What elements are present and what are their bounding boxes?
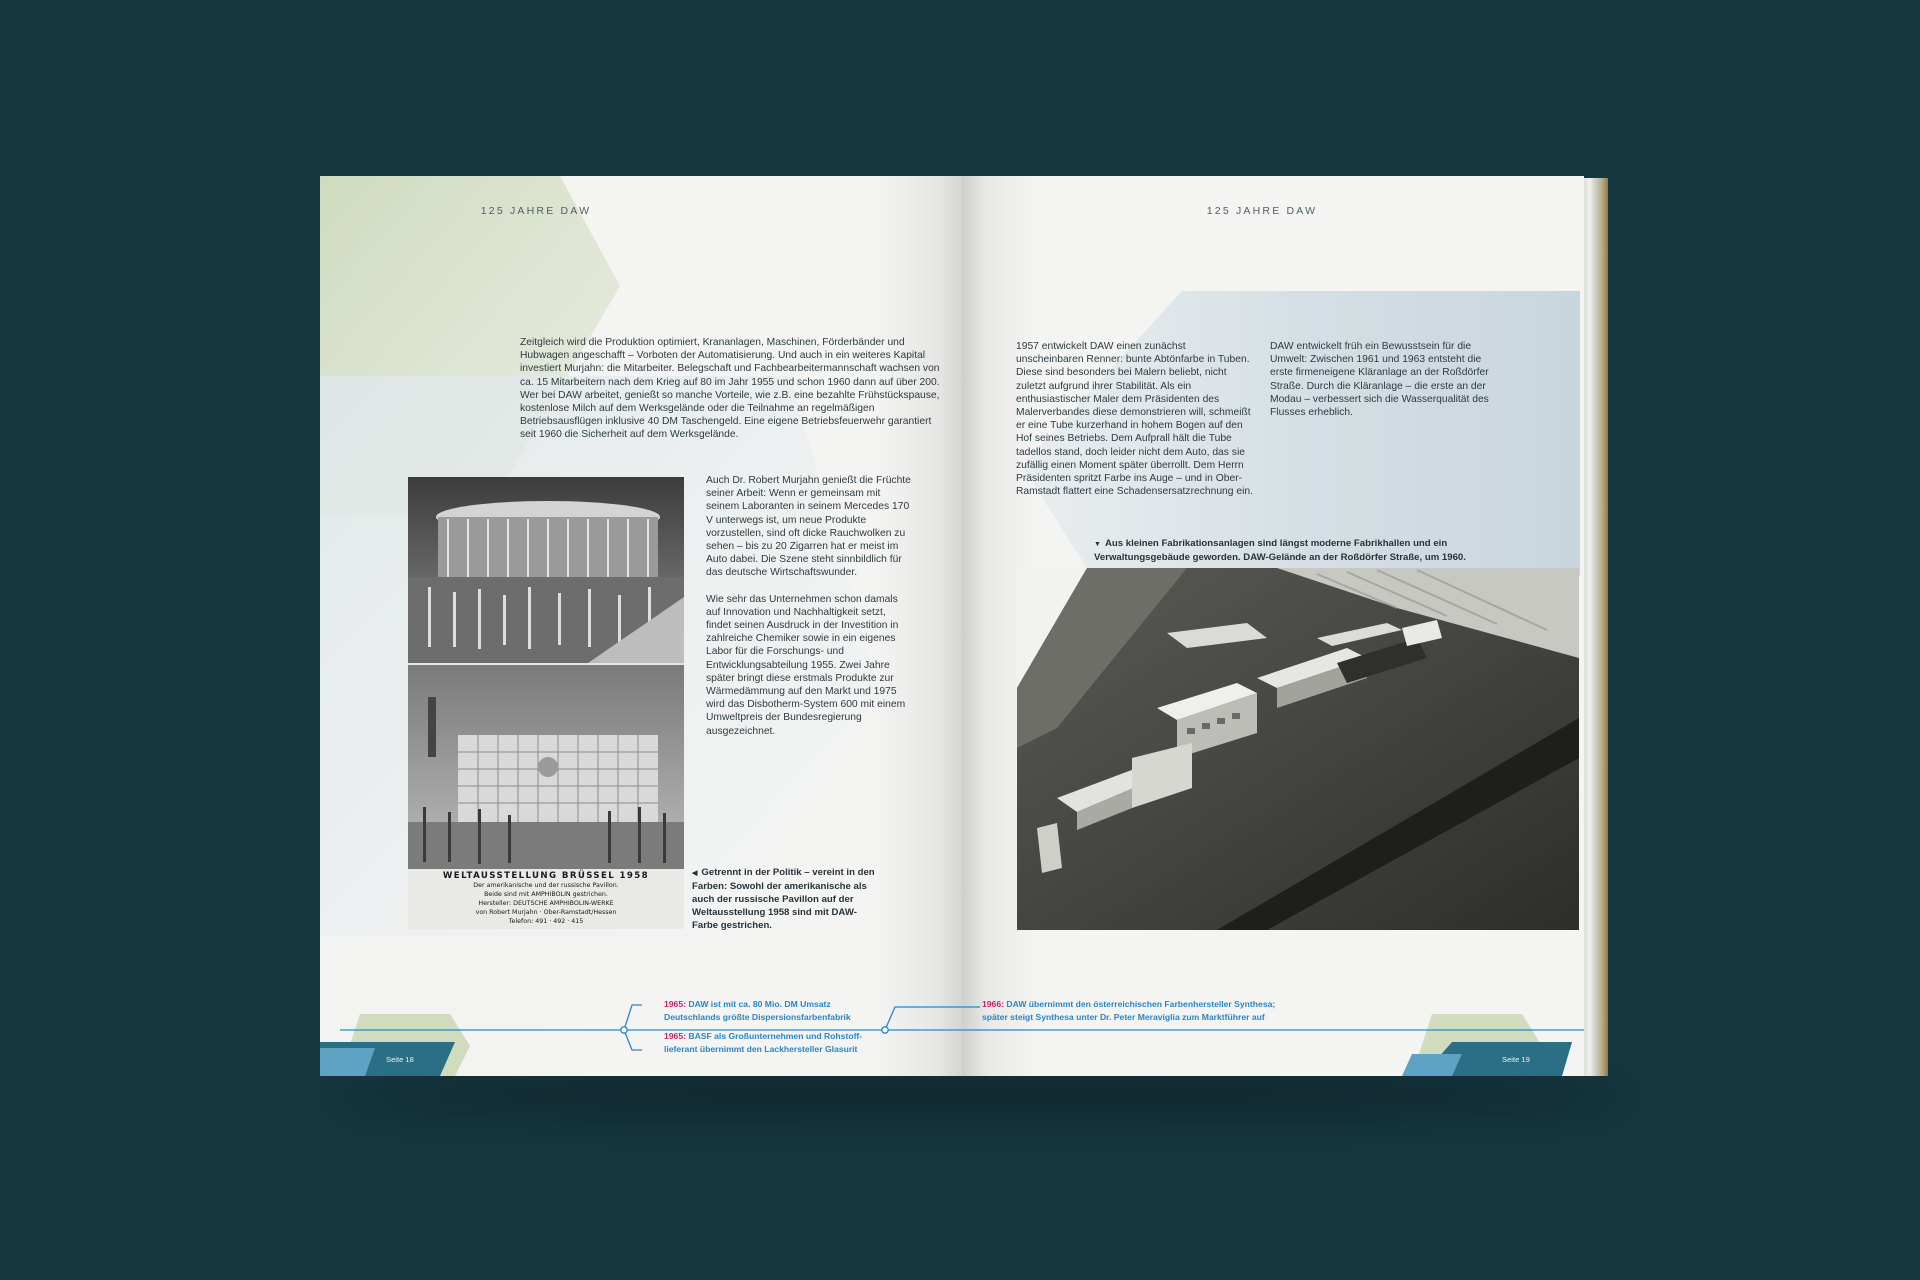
- timeline-text-line: lieferant übernimmt den Lackhersteller Glasurit: [664, 1044, 858, 1054]
- expo-photo-caption: [692, 866, 882, 932]
- expo-print-line1: Der amerikanische und der russische Pavillon.: [473, 882, 619, 889]
- expo-caption-text: Getrennt in der Politik – vereint in den Farben: Sowohl der amerikanische als auch der russische Pavillon auf der Weltausstellung 1958 sind mit DAW-Farbe gestrichen.: [692, 867, 875, 931]
- expo-print-line4: von Robert Murjahn · Ober-Ramstadt/Hessen: [475, 909, 617, 916]
- right-column-paragraph-1: 1957 entwickelt DAW einen zunächst unscheinbaren Renner: bunte Abtönfarbe in Tuben. Diese sind besonders bei Malern beliebt, nicht zuletzt aufgrund ihrer Stabilität. Als ein enthusiastischer Maler dem Präsidenten des Malerverbandes diese demonstrieren will, schmeißt er eine Tube kurzerhand in hohem Bogen auf den Hof seines Betriebs. Dem Aufprall hält die Tube tadellos stand, doch leider nicht dem Auto, das sie zufällig einen Moment später überrollt. Dem Herrn Präsidenten spritzt Farbe ins Auge – und in Ober-Ramstadt flattert eine Schadensersatzrechnung ein.: [1016, 341, 1253, 498]
- left-column-text: [706, 474, 911, 751]
- left-page: [320, 176, 964, 1076]
- brochure-shadow: [330, 1075, 1630, 1115]
- caption-pointer-down-icon: ▼: [1094, 541, 1101, 548]
- timeline-text-line: BASF als Großunternehmen und Rohstoff-: [688, 1031, 863, 1041]
- timeline-year: 1965:: [664, 1031, 686, 1041]
- timeline-entry-1965-b: [664, 1030, 862, 1056]
- page-number-left: Seite 18: [386, 1055, 414, 1064]
- page-number-right: Seite 19: [1502, 1055, 1530, 1064]
- timeline-year: 1965:: [664, 999, 686, 1009]
- timeline-entry-1966: [982, 998, 1275, 1024]
- intro-paragraph: Zeitgleich wird die Produktion optimiert, Krananlagen, Maschinen, Förderbänder und Hubwagen angeschafft – Vorboten der Automatisierung. Und auch in ein weiteres Kapital investiert Murjahn: die Mitarbeiter. Belegschaft und Fachbearbeitermannschaft wachsen von ca. 15 Mitarbeitern nach dem Krieg auf 80 im Jahr 1955 und schon 1960 dann auf über 200. Wer bei DAW arbeitet, genießt so manche Vorteile, wie z.B. eine bezahlte Frühstückspause, kostenlose Milch auf dem Werksgelände oder die Teilnahme an regelmäßigen Betriebsausflügen inklusive 40 DM Taschengeld. Eine eigene Betriebsfeuerwehr garantiert seit 1960 die Sicherheit auf dem Werksgelände.: [520, 337, 940, 441]
- timeline-year: 1966:: [982, 999, 1004, 1009]
- right-page: [962, 176, 1584, 1076]
- factory-aerial-photo: [1017, 568, 1579, 930]
- factory-caption-text: Aus kleinen Fabrikationsanlagen sind längst moderne Fabrikhallen und ein Verwaltungsgebäude geworden. DAW-Gelände an der Roßdörfer Straße, um 1960.: [1094, 538, 1466, 563]
- factory-photo-caption: [1094, 537, 1474, 564]
- running-head-right: 125 JAHRE DAW: [1206, 205, 1318, 217]
- page-stack-edge: [1582, 178, 1608, 1076]
- timeline-text-line: Deutschlands größte Dispersionsfarbenfabrik: [664, 1012, 851, 1022]
- right-column-paragraph-2: DAW entwickelt früh ein Bewusstsein für die Umwelt: Zwischen 1961 und 1963 entsteht die erste firmeneigene Kläranlage an der Roßdörfer Straße. Durch die Kläranlage – die erste an der Modau – verbessert sich die Wasserqualität des Flusses erheblich.: [1270, 341, 1489, 419]
- expo-print-title: WELTAUSSTELLUNG BRÜSSEL 1958: [442, 871, 650, 881]
- expo-print-line3: Hersteller: DEUTSCHE AMPHIBOLIN-WERKE: [478, 900, 614, 907]
- timeline-text-line: später steigt Synthesa unter Dr. Peter Meraviglia zum Marktführer auf: [982, 1012, 1265, 1022]
- expo-print-line2: Beide sind mit AMPHIBOLIN gestrichen.: [484, 891, 608, 898]
- left-column-paragraph-1: Auch Dr. Robert Murjahn genießt die Früchte seiner Arbeit: Wenn er gemeinsam mit seinem Laboranten in seinem Mercedes 170 V unterwegs ist, um neue Produkte vorzustellen, sind oft dicke Rauchwolken zu sehen – bis zu 20 Zigarren hat er meist im Auto dabei. Die Szene steht sinnbildlich für das deutsche Wirtschaftswunder.: [706, 475, 911, 579]
- timeline-entry-1965-a: [664, 998, 851, 1024]
- expo-1958-photo: [408, 477, 684, 929]
- timeline-text-line: DAW übernimmt den österreichischen Farbenhersteller Synthesa;: [1006, 999, 1276, 1009]
- caption-pointer-left-icon: ◀: [692, 870, 698, 877]
- running-head: 125 JAHRE DAW: [480, 205, 592, 217]
- timeline-graphic: [320, 990, 1586, 1070]
- timeline-text-line: DAW ist mit ca. 80 Mio. DM Umsatz: [688, 999, 831, 1009]
- expo-print-line5: Telefon: 491 · 492 · 415: [508, 918, 584, 925]
- left-column-paragraph-2: Wie sehr das Unternehmen schon damals auf Innovation und Nachhaltigkeit setzt, findet seinen Ausdruck in der Investition in zahlreiche Chemiker sowie in ein eigenes Labor für die Forschungs- und Entwicklungsabteilung 1955. Zwei Jahre später bringt diese erstmals Produkte zur Wärmedämmung auf den Markt und 1975 wird das Disbotherm-System 600 mit einem Umweltpreis der Bundesregierung ausgezeichnet.: [706, 593, 906, 737]
